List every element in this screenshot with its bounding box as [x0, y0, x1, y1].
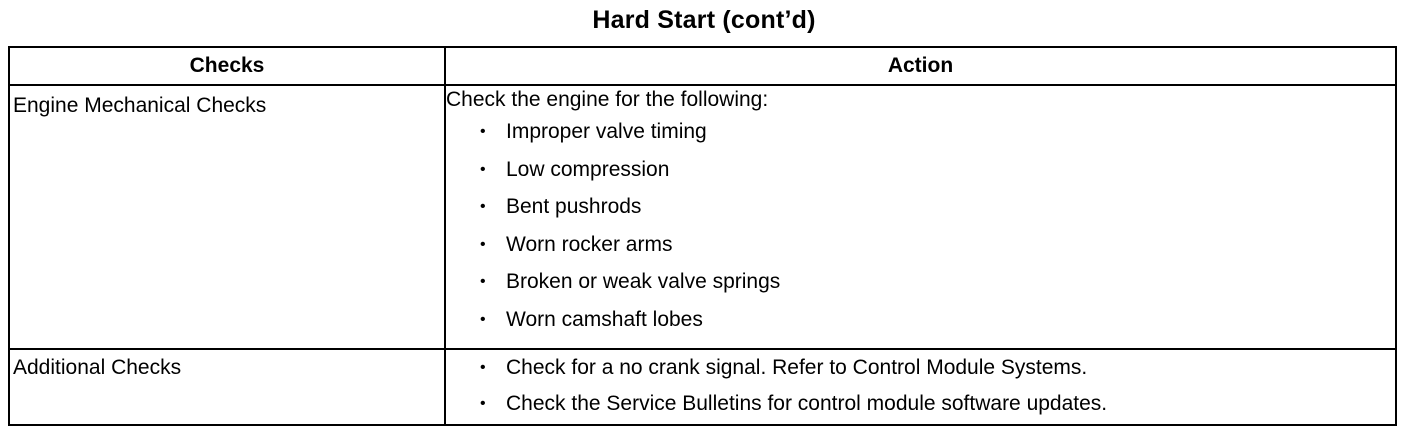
page-title: Hard Start (cont’d) [592, 6, 816, 34]
bullet-icon: • [480, 273, 486, 290]
bullet-icon: • [480, 359, 486, 376]
table-row [9, 349, 1396, 425]
list-item-text: Low compression [506, 157, 670, 181]
column-header-action: Action [445, 47, 1396, 85]
list-item [446, 386, 1395, 422]
action-bullet-list [446, 350, 1395, 422]
list-item-text: Bent pushrods [506, 195, 642, 218]
action-cell [445, 85, 1396, 349]
diagnostic-table [8, 46, 1397, 426]
list-item [446, 188, 1395, 226]
check-label: Engine Mechanical Checks [13, 94, 267, 117]
list-item-text: Broken or weak valve springs [506, 270, 781, 293]
table-row [9, 85, 1396, 349]
bullet-icon: • [480, 160, 486, 178]
list-item-text: Check the Service Bulletins for control module software updates. [506, 392, 1108, 415]
bullet-icon: • [480, 198, 486, 215]
list-item-text: Check for a no crank signal. Refer to Control Module Systems. [506, 356, 1088, 379]
list-item-text: Worn rocker arms [506, 232, 673, 256]
bullet-icon: • [480, 235, 486, 253]
bullet-icon: • [480, 310, 486, 328]
list-item [446, 113, 1395, 151]
list-item-text: Improper valve timing [506, 120, 707, 143]
check-cell [9, 85, 445, 349]
list-item-text: Worn camshaft lobes [506, 307, 703, 331]
list-item [446, 263, 1395, 301]
check-cell [9, 349, 445, 425]
table-header-row [9, 47, 1396, 85]
list-item [446, 226, 1395, 264]
list-item [446, 350, 1395, 386]
list-item [446, 301, 1395, 339]
bullet-icon: • [480, 123, 486, 140]
column-header-checks: Checks [9, 47, 445, 85]
action-cell [445, 349, 1396, 425]
check-label: Additional Checks [13, 356, 182, 379]
action-bullet-list [446, 113, 1395, 338]
action-intro-text: Check the engine for the following: [446, 88, 769, 111]
bullet-icon: • [480, 395, 486, 412]
list-item [446, 151, 1395, 189]
